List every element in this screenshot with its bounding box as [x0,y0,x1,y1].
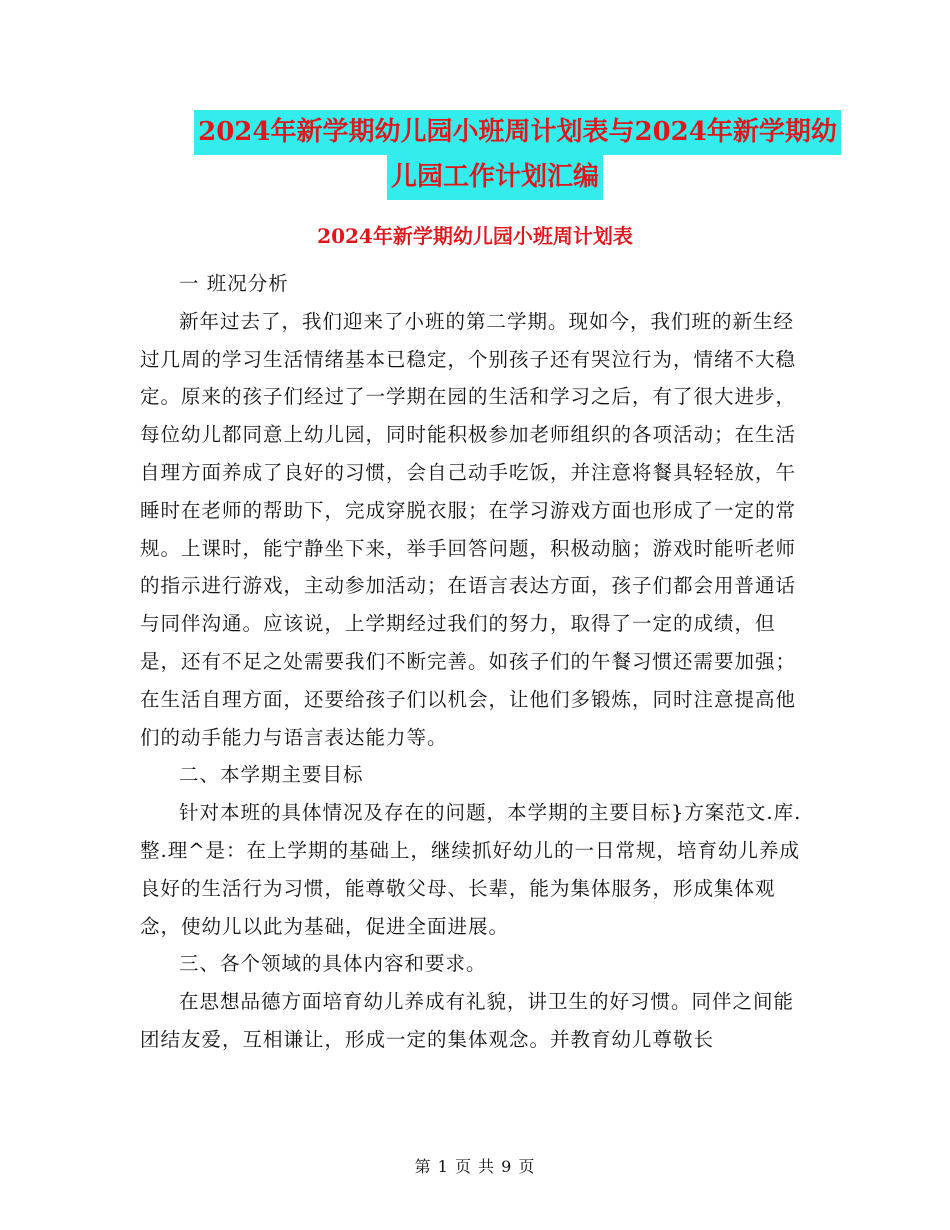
paragraph-2: 针对本班的具体情况及存在的问题，本学期的主要目标}方案范文.库.整.理^是：在上学期的基础上，继续抓好幼儿的一日常规，培育幼儿养成良好的生活行为习惯，能尊敬父母、长辈，能为集体服务，形成集体观念，使幼儿以此为基础，促进全面进展。 [140,801,802,938]
title-line-1: 2024年新学期幼儿园小班周计划表与2024年新学期幼 [194,110,841,155]
document-body [140,270,805,1059]
page-footer: 第 1 页 共 9 页 [414,1157,536,1176]
section-heading-1: 一 班况分析 [179,272,289,295]
section-heading-2: 二、本学期主要目标 [179,763,364,787]
document-title [140,110,850,200]
section-title: 2024年新学期幼儿园小班周计划表 [317,224,633,248]
paragraph-3: 在思想品德方面培育幼儿养成有礼貌，讲卫生的好习惯。同伴之间能团结友爱，互相谦让，形成一定的集体观念。并教育幼儿尊敬长 [140,990,795,1051]
paragraph-1: 新年过去了，我们迎来了小班的第二学期。现如今，我们班的新生经过几周的学习生活情绪基本已稳定，个别孩子还有哭泣行为，情绪不大稳定。原来的孩子们经过了一学期在园的生活和学习之后，有了很大进步，每位幼儿都同意上幼儿园，同时能积极参加老师组织的各项活动；在生活自理方面养成了良好的习惯，会自己动手吃饭，并注意将餐具轻轻放，午睡时在老师的帮助下，完成穿脱衣服；在学习游戏方面也形成了一定的常规。上课时，能宁静坐下来，举手回答问题，积极动脑；游戏时能听老师的指示进行游戏，主动参加活动；在语言表达方面，孩子们都会用普通话与同伴沟通。应该说，上学期经过我们的努力，取得了一定的成绩，但是，还有不足之处需要我们不断完善。如孩子们的午餐习惯还需要加强；在生活自理方面，还要给孩子们以机会，让他们多锻炼，同时注意提高他们的动手能力与语言表达能力等。 [140,309,797,749]
section-heading-3: 三、各个领域的具体内容和要求。 [179,952,487,976]
title-line-2: 儿园工作计划汇编 [387,155,603,200]
